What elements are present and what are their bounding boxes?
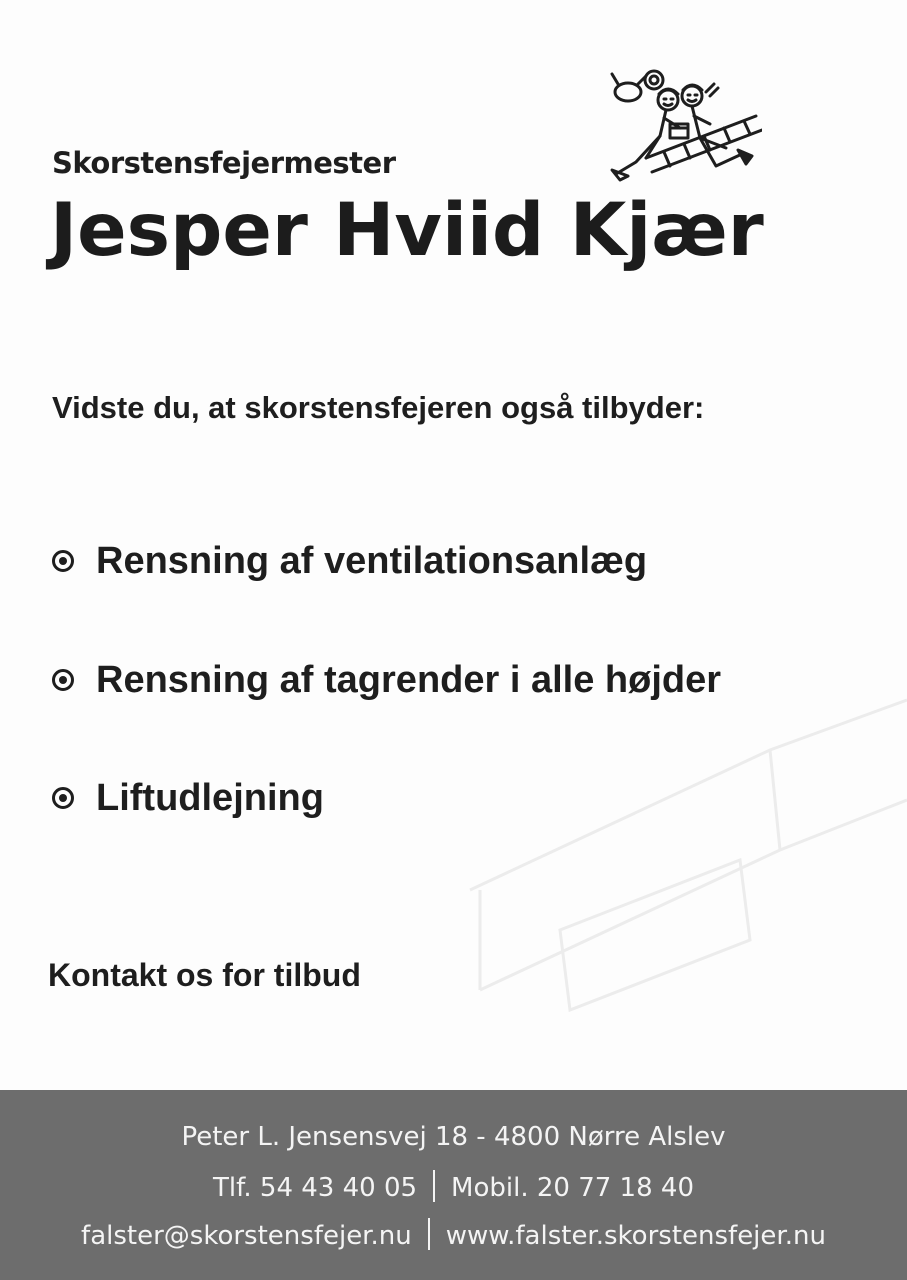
- bullet-icon: [52, 669, 74, 691]
- service-label: Rensning af tagrender i alle højder: [96, 658, 722, 701]
- bullet-icon: [52, 787, 74, 809]
- service-item: [52, 536, 647, 586]
- footer-divider: [428, 1218, 430, 1250]
- intro-question: Vidste du, at skorstensfejeren også tilbyder:: [52, 390, 705, 425]
- bullet-icon: [52, 550, 74, 572]
- contact-call-to-action: Kontakt os for tilbud: [48, 957, 361, 993]
- company-name-title: Jesper Hviid Kjær: [50, 188, 764, 273]
- footer-divider: [433, 1170, 435, 1202]
- footer-contact-bar: [0, 1090, 907, 1280]
- footer-web-row: [0, 1218, 907, 1251]
- footer-mobile: Mobil. 20 77 18 40: [451, 1173, 694, 1203]
- service-item: [52, 773, 324, 823]
- subtitle-profession: Skorstensfejermester: [52, 146, 396, 180]
- footer-website: www.falster.skorstensfejer.nu: [445, 1221, 826, 1251]
- faint-watermark-pattern: [440, 690, 907, 1070]
- footer-phone: Tlf. 54 43 40 05: [213, 1173, 418, 1203]
- footer-address: Peter L. Jensensvej 18 - 4800 Nørre Alslev: [181, 1122, 726, 1152]
- service-label: Liftudlejning: [96, 776, 324, 819]
- chimney-sweep-logo-icon: [606, 66, 762, 194]
- footer-phone-row: [0, 1170, 907, 1203]
- footer-email: falster@skorstensfejer.nu: [81, 1221, 412, 1251]
- service-label: Rensning af ventilationsanlæg: [96, 539, 648, 582]
